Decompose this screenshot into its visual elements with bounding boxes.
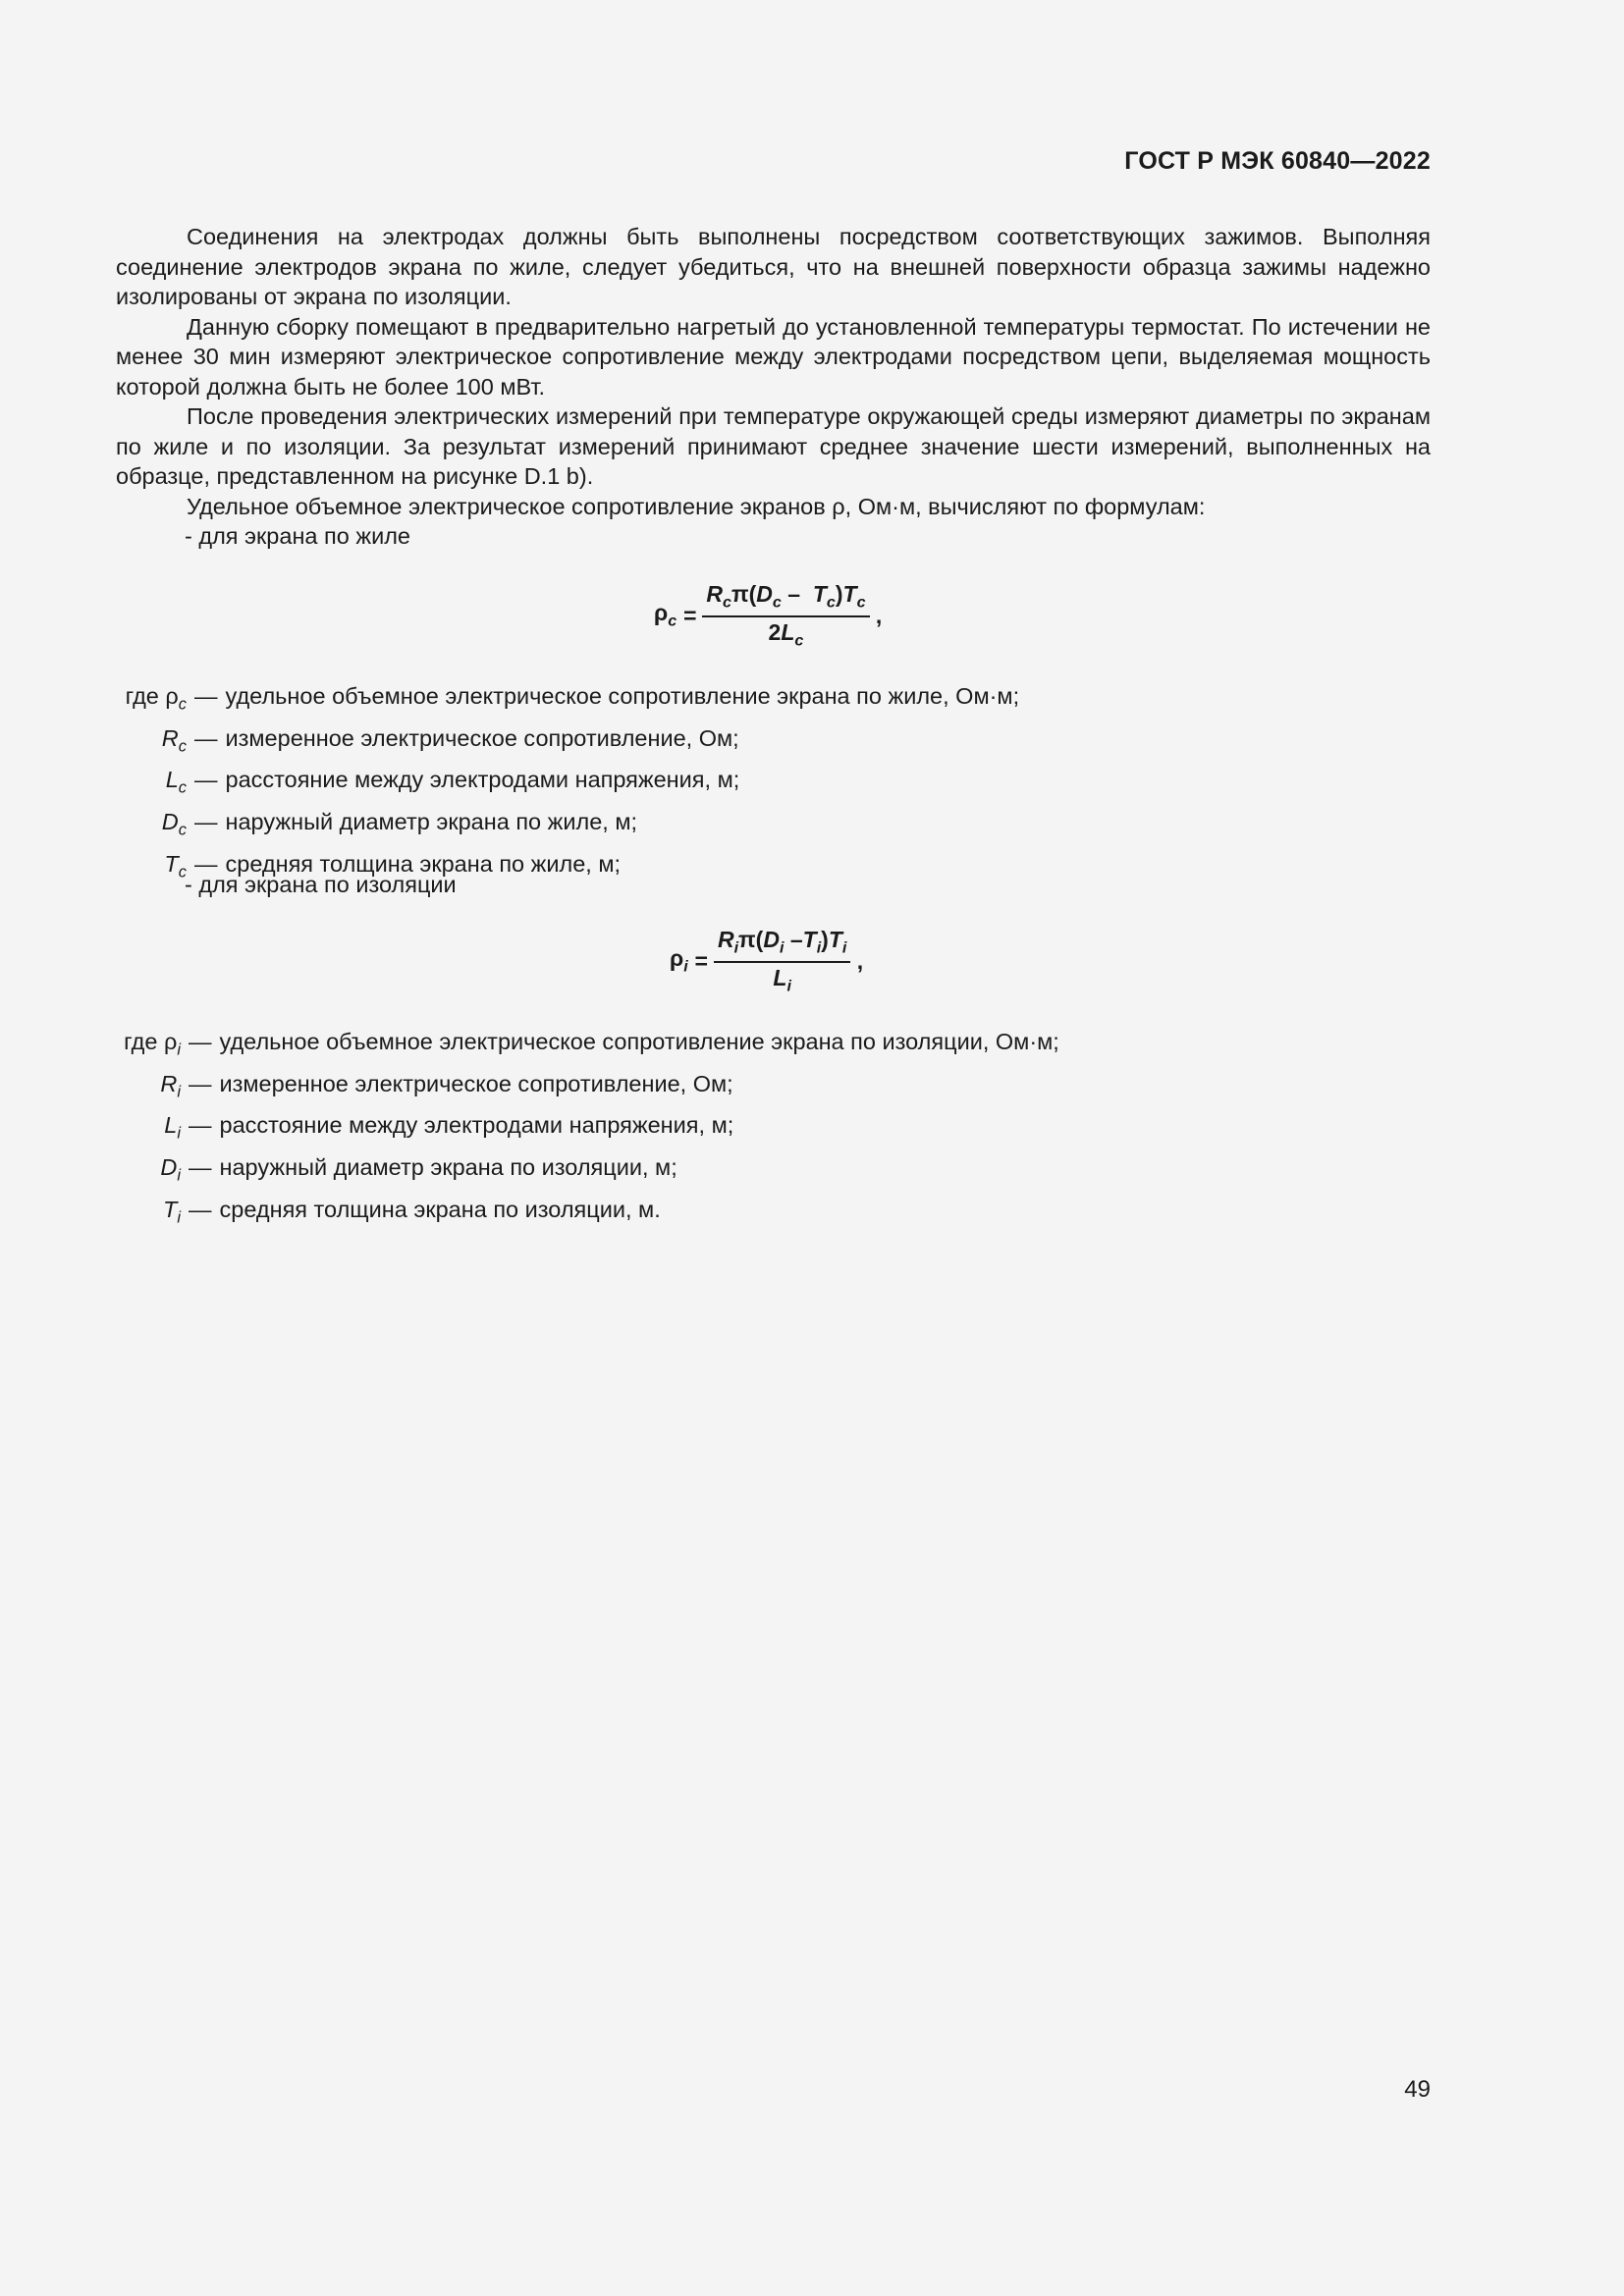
formula-fraction — [702, 581, 869, 650]
document-header: ГОСТ Р МЭК 60840—2022 — [1124, 147, 1431, 175]
formula-comma: , — [856, 947, 864, 974]
legend-text: наружный диаметр экрана по изоляции, м; — [219, 1154, 677, 1181]
legend-row: $T_c$ — средняя толщина экрана по жиле, м; — [116, 847, 1019, 889]
formula-equals: = — [682, 602, 697, 628]
legend-text: расстояние между электродами напряжения, м; — [219, 1112, 734, 1139]
formula-numerator: $R_c\pi(D_c - T_c)T_c$ — [702, 581, 869, 617]
formula-denominator: $2L_c$ — [768, 618, 804, 650]
paragraph: Удельное объемное электрическое сопротивление экранов ρ, Ом·м, вычисляют по формулам: — [187, 493, 1206, 519]
formula-comma: , — [875, 602, 883, 628]
legend-symbol: $R_c$ — [161, 724, 187, 756]
paragraph: После проведения электрических измерений при температуре окружающей среды измеряют диаметры по экранам по жиле и по изоляции. За результат измерений принимают среднее значение шести измерений, выполненных на образце, представленном на рисунке D.1 b). — [116, 403, 1431, 489]
formula-core — [654, 581, 882, 650]
legend-symbol: $T_c$ — [164, 850, 187, 881]
legend-symbol: где $\rho_i$ — [124, 1029, 181, 1059]
legend-symbol: $T_i$ — [162, 1196, 181, 1227]
legend-symbol: $D_i$ — [160, 1154, 181, 1185]
legend-row: $R_c$ — измеренное электрическое сопротивление, Ом; — [116, 721, 1019, 764]
legend-text: средняя толщина экрана по жиле, м; — [225, 850, 622, 877]
formula-denominator: $L_i$ — [773, 964, 791, 995]
legend-text: расстояние между электродами напряжения, м; — [225, 767, 740, 793]
formula-numerator: $R_i\pi(D_i$ $-T_i)T_i$ — [714, 927, 850, 963]
formula-lhs: $\rho_c$ — [654, 600, 677, 630]
legend-text: удельное объемное электрическое сопротивление экрана по изоляции, Ом·м; — [219, 1029, 1059, 1054]
legend-row: где $\rho_i$ — удельное объемное электрическое сопротивление экрана по изоляции, Ом·м; — [116, 1025, 1059, 1067]
legend-symbol: $R_i$ — [160, 1070, 181, 1101]
body-text — [116, 222, 1431, 552]
legend-text: измеренное электрическое сопротивление, Ом; — [225, 724, 739, 751]
list-item-core: - для экрана по жиле — [185, 523, 410, 549]
legend-symbol: $D_c$ — [161, 809, 187, 839]
list-item-insulation-wrap — [116, 870, 1431, 900]
legend-row: $L_i$ — расстояние между электродами напряжения, м; — [116, 1108, 1059, 1150]
list-item-insulation: - для экрана по изоляции — [185, 872, 457, 897]
legend-text: измеренное электрическое сопротивление, Ом; — [219, 1070, 733, 1096]
legend-row: $D_c$ — наружный диаметр экрана по жиле, м; — [116, 805, 1019, 847]
paragraph: Соединения на электродах должны быть выполнены посредством соответствующих зажимов. Выполняя соединение электродов экрана по жиле, следует убедиться, что на внешней поверхности образца зажимы надежно изолированы от экрана по изоляции. — [116, 224, 1431, 309]
legend-row: где $\rho_c$ — удельное объемное электрическое сопротивление экрана по жиле, Ом·м; — [116, 679, 1019, 721]
legend-symbol: $L_i$ — [164, 1112, 181, 1144]
legend-text: средняя толщина экрана по изоляции, м. — [219, 1196, 661, 1222]
legend-row: $T_i$ — средняя толщина экрана по изоляции, м. — [116, 1193, 1059, 1235]
formula-fraction — [714, 927, 850, 995]
formula-equals: = — [694, 947, 708, 974]
legend-text: удельное объемное электрическое сопротивление экрана по жиле, Ом·м; — [225, 683, 1020, 709]
formula-lhs: $\rho_i$ — [670, 945, 688, 976]
legend-core — [116, 679, 1019, 888]
legend-symbol: $L_c$ — [165, 767, 187, 798]
legend-row: $L_c$ — расстояние между электродами напряжения, м; — [116, 763, 1019, 805]
legend-symbol: где $\rho_c$ — [125, 683, 187, 714]
legend-text: наружный диаметр экрана по жиле, м; — [225, 809, 638, 835]
paragraph: Данную сборку помещают в предварительно нагретый до установленной температуры термостат. По истечении не менее 30 мин измеряют электрическое сопротивление между электродами посредством цепи, выделяемая мощность которой должна быть не более 100 мВт. — [116, 313, 1431, 400]
page-number: 49 — [1404, 2076, 1431, 2103]
legend-row: $D_i$ — наружный диаметр экрана по изоляции, м; — [116, 1150, 1059, 1193]
legend-insulation — [116, 1025, 1059, 1234]
legend-row: $R_i$ — измеренное электрическое сопротивление, Ом; — [116, 1067, 1059, 1109]
formula-insulation — [670, 927, 863, 995]
